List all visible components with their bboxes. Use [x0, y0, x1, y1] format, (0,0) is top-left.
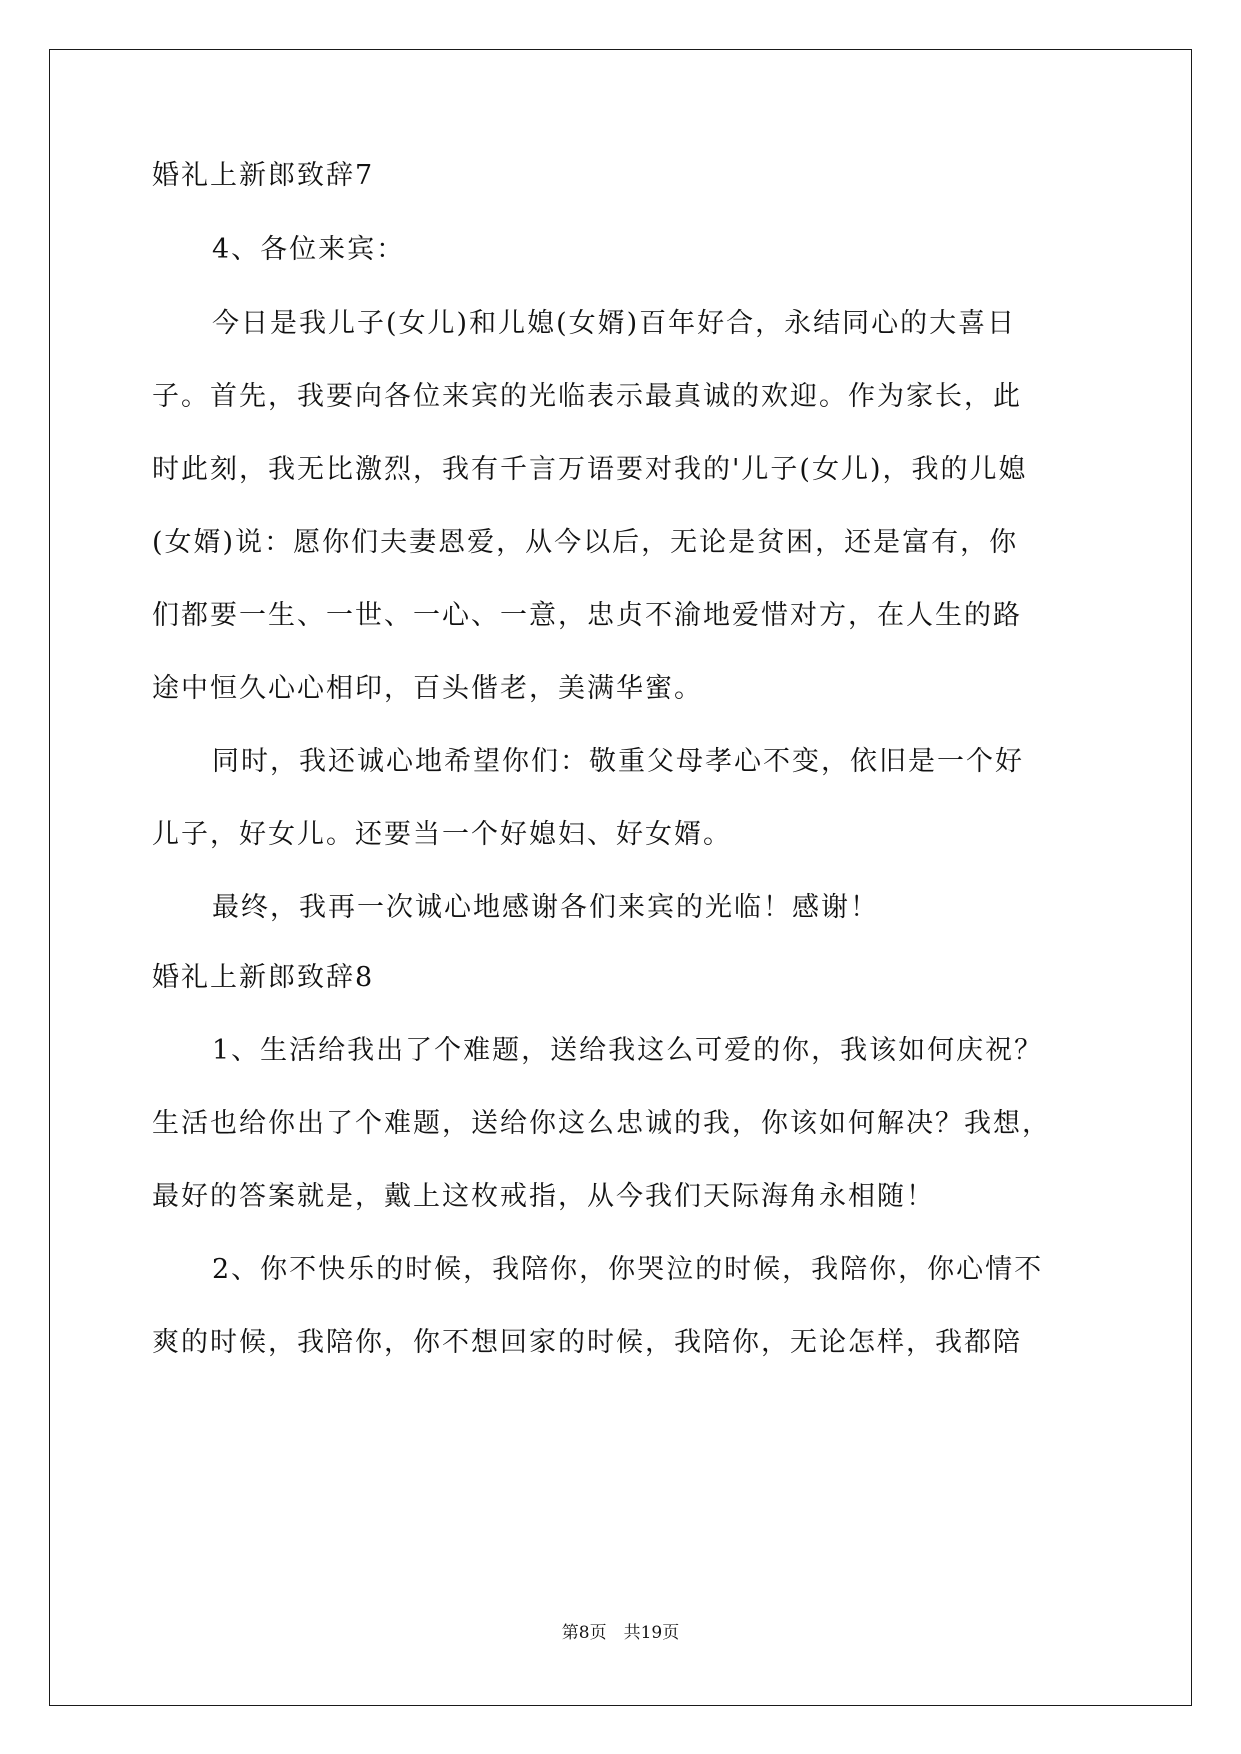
paragraph-line: 途中恒久心心相印，百头偕老，美满华蜜。: [152, 673, 703, 704]
paragraph-line: 们都要一生、一世、一心、一意，忠贞不渝地爱惜对方，在人生的路: [152, 600, 1022, 631]
paragraph-line: 爽的时候，我陪你，你不想回家的时候，我陪你，无论怎样，我都陪: [152, 1327, 1022, 1358]
paragraph-line: 最好的答案就是，戴上这枚戒指，从今我们天际海角永相随！: [152, 1181, 935, 1212]
paragraph-line: 同时，我还诚心地希望你们：敬重父母孝心不变，依旧是一个好: [212, 746, 1024, 777]
page-border: [49, 49, 1192, 1706]
paragraph-line: 时此刻，我无比激烈，我有千言万语要对我的'儿子(女儿)，我的儿媳: [152, 454, 1028, 485]
paragraph-line: 生活也给你出了个难题，送给你这么忠诚的我，你该如何解决？我想，: [152, 1108, 1051, 1139]
paragraph-line: 儿子，好女儿。还要当一个好媳妇、好女婿。: [152, 819, 732, 850]
paragraph-line: (女婿)说：愿你们夫妻恩爱，从今以后，无论是贫困，还是富有，你: [152, 527, 1019, 558]
paragraph-line: 子。首先，我要向各位来宾的光临表示最真诚的欢迎。作为家长，此: [152, 381, 1022, 412]
paragraph-line: 最终，我再一次诚心地感谢各们来宾的光临！感谢！: [212, 892, 879, 923]
paragraph-line: 4、各位来宾：: [212, 234, 406, 265]
paragraph-line: 2、你不快乐的时候，我陪你，你哭泣的时候，我陪你，你心情不: [212, 1254, 1044, 1285]
paragraph-line: 今日是我儿子(女儿)和儿媳(女婿)百年好合，永结同心的大喜日: [212, 308, 1017, 339]
paragraph-line: 1、生活给我出了个难题，送给我这么可爱的你，我该如何庆祝？: [212, 1035, 1044, 1066]
section-heading: 婚礼上新郎致辞7: [152, 160, 375, 191]
section-heading: 婚礼上新郎致辞8: [152, 962, 375, 993]
page-footer: 第8页 共19页: [561, 1623, 680, 1643]
